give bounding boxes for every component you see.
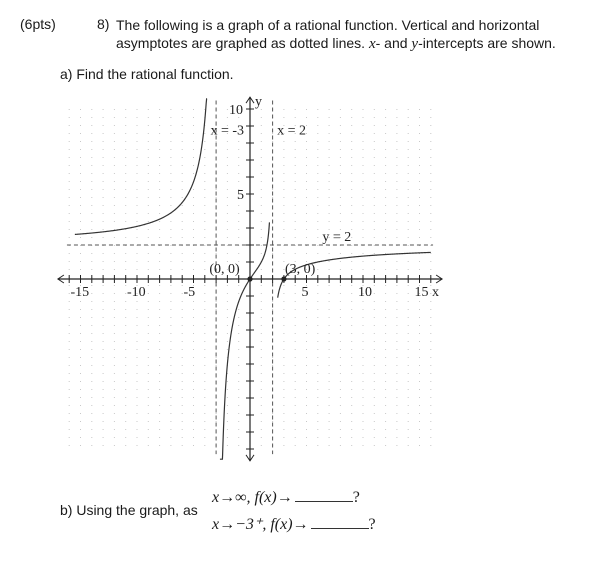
intercept-label-origin: (0, 0) <box>209 262 240 277</box>
question-number: 8) <box>97 16 110 32</box>
limit-2-expression: x→−3⁺, f(x)→ <box>212 516 309 533</box>
y-tick-label: 5 <box>237 188 244 203</box>
y-variable: y <box>411 36 419 52</box>
part-b-prompt: b) Using the graph, as <box>60 502 198 518</box>
limit-1-expression: x→∞, f(x)→ <box>212 489 293 506</box>
limit-line-2 <box>212 514 376 534</box>
intercept-point <box>247 276 252 281</box>
question-text-mid: - and <box>375 35 408 51</box>
curve-left-branch <box>75 99 207 235</box>
x-tick-label: -15 <box>70 285 90 300</box>
question-text-before: The following is a graph of a rational function. Vertical and horizontal asymptotes are graphed as dotted lines. <box>116 17 540 51</box>
asymptote-label-x-neg3: x = -3 <box>210 123 245 139</box>
y-axis-label: y <box>255 94 262 110</box>
curve-middle-branch <box>220 222 270 459</box>
x-tick-label: 10 <box>358 285 372 300</box>
points-label: (6pts) <box>20 16 56 32</box>
x-tick-label: 5 <box>301 285 309 300</box>
intercept-point <box>281 276 286 281</box>
x-variable: x <box>368 36 376 52</box>
question-text-after: -intercepts are shown. <box>418 35 556 51</box>
part-a-prompt: a) Find the rational function. <box>60 66 234 82</box>
limit-line-1 <box>212 488 360 507</box>
asymptote-label-y-2: y = 2 <box>322 230 352 245</box>
x-tick-label: -5 <box>183 285 196 300</box>
x-tick-label: 15 x <box>414 285 439 300</box>
x-tick-label: -10 <box>127 285 146 300</box>
asymptote-label-x-2: x = 2 <box>277 123 307 139</box>
y-tick-label: 10 <box>229 103 243 118</box>
intercept-label-3-0: (3, 0) <box>285 262 316 277</box>
limit-2-answer-blank[interactable] <box>311 515 369 529</box>
limit-1-answer-blank[interactable] <box>295 488 353 502</box>
limit-2-mark: ? <box>368 516 376 533</box>
limit-1-mark: ? <box>352 489 360 506</box>
